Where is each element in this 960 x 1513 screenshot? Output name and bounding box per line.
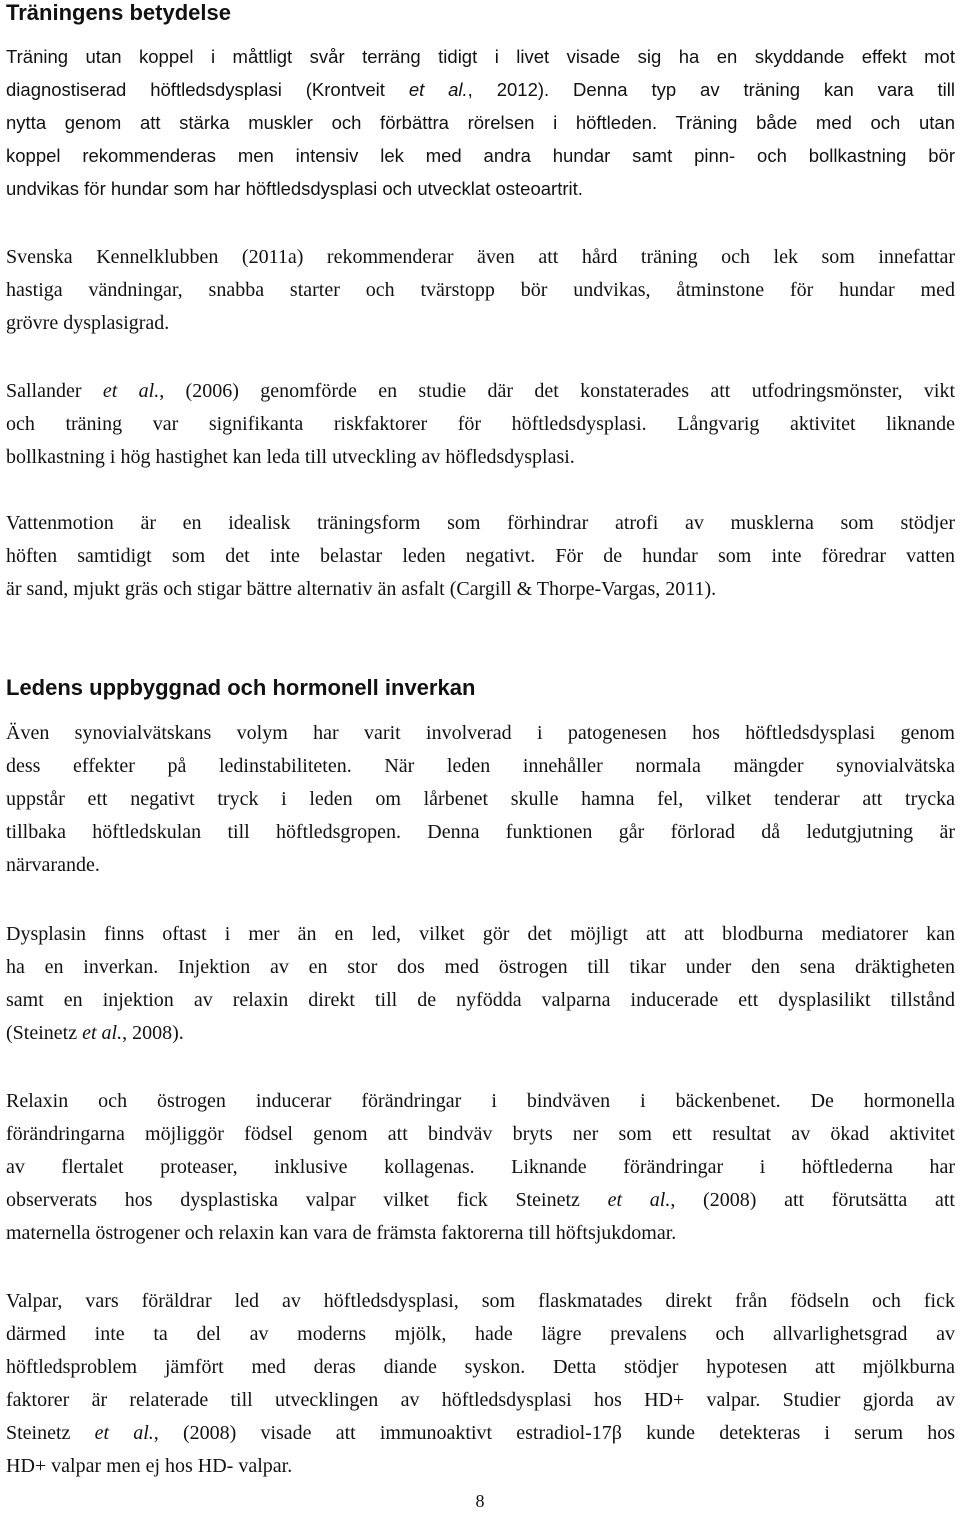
text-line: Träning utan koppel i måttligt svår terräng tidigt i livet visade sig ha en skyddande effekt mot <box>6 46 955 67</box>
text-line: undvikas för hundar som har höftledsdysplasi och utvecklat osteoartrit. <box>6 178 583 199</box>
text-line: Valpar, vars föräldrar led av höftledsdysplasi, som flaskmatades direkt från födseln och fick <box>6 1290 955 1312</box>
paragraph-relaxin <box>6 1085 955 1250</box>
text-line: bollkastning i hög hastighet kan leda till utveckling av höfledsdysplasi. <box>6 446 575 468</box>
text-line: Vattenmotion är en idealisk träningsform som förhindrar atrofi av musklerna som stödjer <box>6 512 955 534</box>
text-line: nytta genom att stärka muskler och förbättra rörelsen i höftleden. Träning både med och utan <box>6 112 955 133</box>
text-line: koppel rekommenderas men intensiv lek med andra hundar samt pinn- och bollkastning bör <box>6 145 955 166</box>
text-line: HD+ valpar men ej hos HD- valpar. <box>6 1455 293 1477</box>
section-heading-traning: Träningens betydelse <box>6 0 231 25</box>
paragraph-sallander <box>6 375 955 474</box>
text-line: uppstår ett negativt tryck i leden om lårbenet skulle hamna fel, vilket tenderar att trycka <box>6 788 955 810</box>
text-line: Relaxin och östrogen inducerar förändringar i bindväven i bäckenbenet. De hormonella <box>6 1090 955 1112</box>
text-line: av flertalet proteaser, inklusive kollagenas. Liknande förändringar i höftlederna har <box>6 1156 955 1178</box>
paragraph-dysplasin <box>6 918 955 1050</box>
text-line: närvarande. <box>6 854 100 876</box>
text-line: faktorer är relaterade till utvecklingen av höftledsdysplasi hos HD+ valpar. Studier gjorda av <box>6 1389 955 1411</box>
text-line: Även synovialvätskans volym har varit involverad i patogenesen hos höftledsdysplasi genom <box>6 722 955 744</box>
text-line: Dysplasin finns oftast i mer än en led, vilket gör det möjligt att att blodburna mediatorer kan <box>6 923 955 945</box>
paragraph-valpar <box>6 1285 955 1483</box>
text-line: därmed inte ta del av moderns mjölk, hade lägre prevalens och allvarlighetsgrad av <box>6 1323 955 1345</box>
page-number: 8 <box>475 1491 485 1511</box>
text-line: diagnostiserad höftledsdysplasi (Krontveit et al., 2012). Denna typ av träning kan vara till <box>6 79 955 100</box>
paragraph-traning-utan-koppel <box>6 40 955 205</box>
text-line: förändringarna möjliggör födsel genom att bindväv bryts ner som ett resultat av ökad aktivitet <box>6 1123 955 1145</box>
text-line: maternella östrogener och relaxin kan vara de främsta faktorerna till höftsjukdomar. <box>6 1222 677 1244</box>
paragraph-synovialvatska <box>6 717 955 882</box>
text-line: Svenska Kennelklubben (2011a) rekommenderar även att hård träning och lek som innefattar <box>6 246 955 268</box>
text-line: (Steinetz et al., 2008). <box>6 1022 184 1044</box>
paragraph-svenska-kennelklubben <box>6 241 955 340</box>
text-line: är sand, mjukt gräs och stigar bättre alternativ än asfalt (Cargill & Thorpe-Vargas, 2011). <box>6 578 717 600</box>
text-line: tillbaka höftledskulan till höftledsgropen. Denna funktionen går förlorad då ledutgjutning är <box>6 821 955 843</box>
text-line: samt en injektion av relaxin direkt till de nyfödda valparna inducerade ett dysplasilikt tillstånd <box>6 989 955 1011</box>
text-line: och träning var signifikanta riskfaktorer för höftledsdysplasi. Långvarig aktivitet liknande <box>6 413 955 435</box>
text-line: Sallander et al., (2006) genomförde en studie där det konstaterades att utfodringsmönster, vikt <box>6 380 956 402</box>
text-line: dess effekter på ledinstabiliteten. När leden innehåller normala mängder synovialvätska <box>6 755 955 777</box>
text-line: hastiga vändningar, snabba starter och tvärstopp bör undvikas, åtminstone för hundar med <box>6 279 955 301</box>
text-line: Steinetz et al., (2008) visade att immunoaktivt estradiol-17β kunde detekteras i serum hos <box>6 1422 955 1444</box>
text-line: ha en inverkan. Injektion av en stor dos med östrogen till tikar under den sena dräktigheten <box>6 956 955 978</box>
text-line: observerats hos dysplastiska valpar vilket fick Steinetz et al., (2008) att förutsätta att <box>6 1189 955 1211</box>
text-line: grövre dysplasigrad. <box>6 312 170 334</box>
text-line: höften samtidigt som det inte belastar leden negativt. För de hundar som inte föredrar vatten <box>6 545 955 567</box>
section-heading-ledens: Ledens uppbyggnad och hormonell inverkan <box>6 675 476 700</box>
paragraph-vattenmotion <box>6 507 955 606</box>
text-line: höftledsproblem jämfört med deras diande syskon. Detta stödjer hypotesen att mjölkburna <box>6 1356 955 1378</box>
